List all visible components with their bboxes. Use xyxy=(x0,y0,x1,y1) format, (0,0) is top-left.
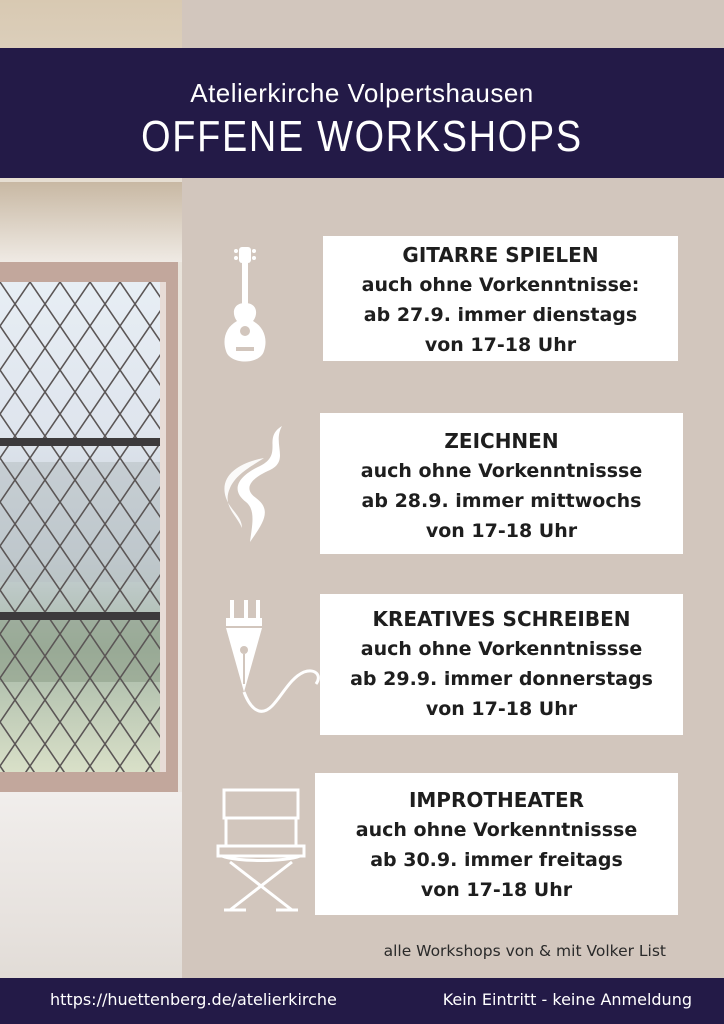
workshop-note: auch ohne Vorkenntnissse xyxy=(360,638,643,660)
workshop-start: ab 30.9. immer freitags xyxy=(370,849,623,871)
workshop-title: GITARRE SPIELEN xyxy=(402,243,599,267)
credit-text: alle Workshops von & mit Volker List xyxy=(383,942,666,960)
footer-bar xyxy=(0,978,724,1024)
page-title: OFFENE WORKSHOPS xyxy=(141,112,583,161)
workshop-note: auch ohne Vorkenntnisse: xyxy=(361,274,640,296)
fountain-pen-icon xyxy=(216,598,326,722)
footer-url-link[interactable]: https://huettenberg.de/atelierkirche xyxy=(50,990,337,1009)
workshop-note: auch ohne Vorkenntnissse xyxy=(360,460,643,482)
workshop-card-zeichnen xyxy=(320,413,683,554)
guitar-icon xyxy=(218,245,274,371)
workshop-card-gitarre xyxy=(323,236,678,361)
workshop-start: ab 27.9. immer dienstags xyxy=(363,304,638,326)
workshop-time: von 17-18 Uhr xyxy=(425,520,578,542)
smoke-swirl-icon xyxy=(212,418,292,548)
footer-note: Kein Eintritt - keine Anmeldung xyxy=(442,990,692,1009)
director-chair-icon xyxy=(216,782,306,916)
workshop-note: auch ohne Vorkenntnissse xyxy=(355,819,638,841)
workshop-title: ZEICHNEN xyxy=(444,429,559,453)
header-subtitle: Atelierkirche Volpertshausen xyxy=(190,78,534,108)
workshop-time: von 17-18 Uhr xyxy=(420,879,573,901)
workshop-title: IMPROTHEATER xyxy=(408,788,585,812)
workshop-card-improtheater xyxy=(315,773,678,915)
header-banner xyxy=(0,48,724,178)
workshop-time: von 17-18 Uhr xyxy=(425,698,578,720)
workshop-start: ab 28.9. immer mittwochs xyxy=(361,490,642,512)
workshop-title: KREATIVES SCHREIBEN xyxy=(372,607,631,631)
workshop-card-schreiben xyxy=(320,594,683,735)
workshop-time: von 17-18 Uhr xyxy=(424,334,577,356)
workshop-start: ab 29.9. immer donnerstags xyxy=(350,668,653,690)
